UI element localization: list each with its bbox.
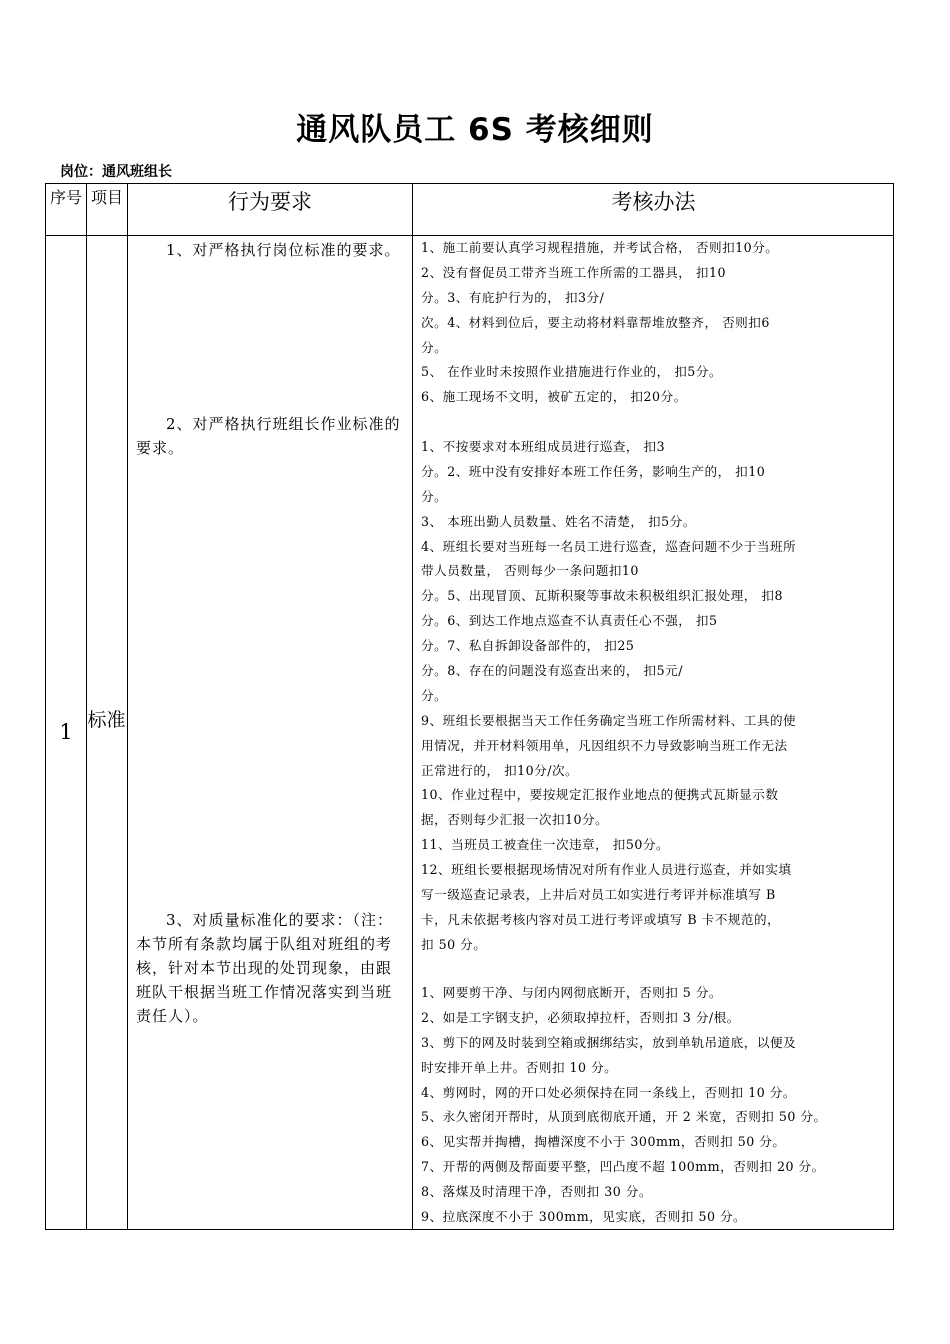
method-line: 8、落煤及时清理干净，否则扣 30 分。	[421, 1184, 652, 1200]
method-line: 6、见实帮并掏槽，掏槽深度不小于 300mm，否则扣 50 分。	[421, 1134, 786, 1150]
method-line: 2、如是工字钢支护，必须取掉拉杆，否则扣 3 分/根。	[421, 1009, 740, 1025]
requirement-1-text: 1、对严格执行岗位标准的要求。	[166, 241, 401, 259]
method-line: 分。8、存在的问题没有巡查出来的， 扣5元/	[421, 663, 683, 679]
header-method: 考核办法	[611, 190, 696, 214]
method-line: 分。3、有庇护行为的， 扣3分/	[421, 289, 605, 305]
method-line: 4、剪网时，网的开口处必须保持在同一条线上，否则扣 10 分。	[421, 1084, 796, 1100]
method-line: 分。6、到达工作地点巡查不认真责任心不强， 扣5	[421, 613, 718, 629]
method-group-1	[421, 236, 886, 410]
method-line: 9、班组长要根据当天工作任务确定当班工作所需材料、工具的使	[421, 712, 797, 728]
header-item: 项目	[90, 188, 123, 207]
method-line: 6、施工现场不文明，被矿五定的， 扣20分。	[421, 389, 687, 405]
requirement-3	[136, 908, 406, 1028]
column-divider	[412, 184, 413, 1229]
method-line: 时安排开单上井。否则扣 10 分。	[421, 1059, 618, 1075]
requirement-2	[136, 412, 406, 460]
method-line: 1、施工前要认真学习规程措施，并考试合格， 否则扣10分。	[421, 240, 779, 255]
method-line: 2、没有督促员工带齐当班工作所需的工器具， 扣10	[421, 264, 727, 280]
method-line: 分。	[421, 687, 448, 703]
requirement-1	[136, 238, 406, 262]
method-group-2	[421, 435, 886, 958]
header-requirement: 行为要求	[228, 190, 312, 214]
method-line: 11、当班员工被查住一次违章， 扣50分。	[421, 837, 670, 853]
method-line: 9、拉底深度不小于 300mm，见实底，否则扣 50 分。	[421, 1209, 747, 1225]
method-line: 卡，凡未依据考核内容对员工进行考评或填写 B 卡不规范的，	[421, 911, 781, 927]
method-line: 1、不按要求对本班组成员进行巡查， 扣3	[421, 439, 666, 454]
method-line: 写一级巡查记录表，上井后对员工如实进行考评并标准填写 B	[421, 887, 776, 903]
method-line: 据，否则每少汇报一次扣10分。	[421, 812, 609, 828]
method-line: 带人员数量， 否则每少一条问题扣10	[421, 563, 639, 579]
method-line: 分。	[421, 339, 448, 355]
method-line: 3、剪下的网及时装到空箱或捆绑结实，放到单轨吊道底，以便及	[421, 1034, 797, 1050]
method-line: 5、 在作业时未按照作业措施进行作业的， 扣5分。	[421, 364, 723, 380]
method-line: 3、 本班出勤人员数量、姓名不清楚， 扣5分。	[421, 513, 696, 529]
method-line: 用情况，并开材料领用单，凡因组织不力导致影响当班工作无法	[421, 737, 788, 753]
method-line: 12、班组长要根据现场情况对所有作业人员进行巡查，并如实填	[421, 862, 792, 878]
method-line: 次。4、材料到位后，要主动将材料靠帮堆放整齐， 否则扣6	[421, 314, 770, 330]
row-item: 标准	[87, 709, 126, 731]
method-line: 1、网要剪干净、与闭内网彻底断开，否则扣 5 分。	[421, 985, 723, 1000]
document-title: 通风队员工 6S 考核细则	[296, 112, 654, 148]
method-line: 扣 50 分。	[421, 936, 487, 952]
method-line: 分。2、班中没有安排好本班工作任务，影响生产的， 扣10	[421, 463, 766, 479]
method-line: 10、作业过程中，要按规定汇报作业地点的便携式瓦斯显示数	[421, 787, 779, 803]
header-seq: 序号	[49, 188, 82, 207]
method-line: 分。5、出现冒顶、瓦斯积聚等事故未积极组织汇报处理， 扣8	[421, 588, 783, 604]
post-label: 岗位：通风班组长	[60, 164, 172, 180]
row-seq: 1	[59, 720, 73, 744]
assessment-table	[45, 183, 894, 1230]
method-line: 7、开帮的两侧及帮面要平整，凹凸度不超 100mm，否则扣 20 分。	[421, 1159, 825, 1175]
requirement-2-text: 2、对严格执行班组长作业标准的要求。	[136, 415, 401, 457]
method-line: 分。7、私自拆卸设备部件的， 扣25	[421, 638, 635, 654]
method-line: 分。	[421, 488, 448, 504]
method-group-3	[421, 981, 886, 1230]
method-line: 5、永久密闭开帮时，从顶到底彻底开通，开 2 米宽，否则扣 50 分。	[421, 1109, 827, 1125]
method-line: 正常进行的， 扣10分/次。	[421, 762, 579, 778]
method-line: 4、班组长要对当班每一名员工进行巡查，巡查问题不少于当班所	[421, 538, 797, 554]
column-divider	[127, 184, 128, 1229]
requirement-3-text: 3、对质量标准化的要求：（注：本节所有条款均属于队组对班组的考核，针对本节出现的处罚现象，由跟班队干根据当班工作情况落实到当班责任人）。	[136, 911, 394, 1025]
